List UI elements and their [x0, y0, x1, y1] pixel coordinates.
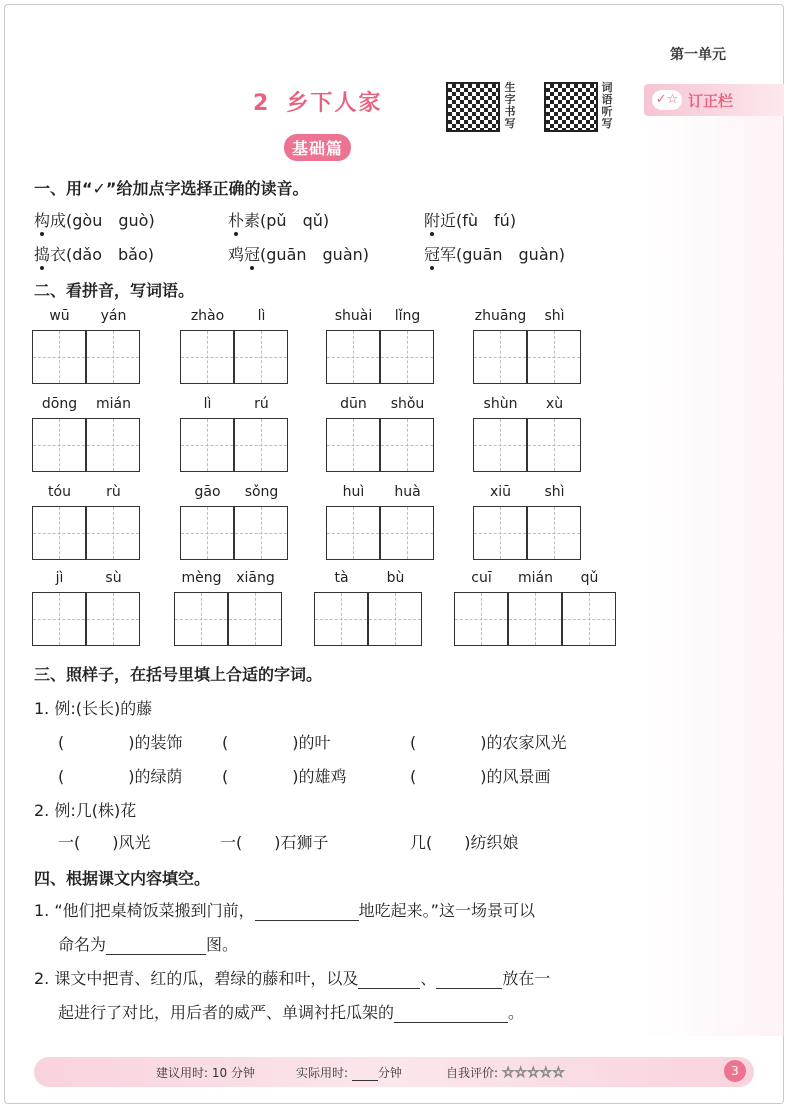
s4-q1-text-d: 图。: [206, 935, 239, 954]
s4-q2-blank-2[interactable]: [436, 972, 502, 989]
s4-q2-text-a: 2. 课文中把青、红的瓜，碧绿的藤和叶，以及: [34, 969, 359, 988]
pinyin-label: cuī: [471, 570, 492, 586]
pinyin-label: sù: [105, 570, 122, 586]
pinyin-label: zhào: [190, 308, 225, 324]
section-2-title: 二、看拼音，写词语。: [34, 281, 195, 300]
s3-fill-1-3[interactable]: ( )的农家风光: [410, 733, 567, 752]
writing-cell[interactable]: [527, 330, 581, 384]
pinyin-label: shì: [544, 308, 565, 324]
reading-item[interactable]: [34, 208, 155, 231]
pinyin-label: huà: [394, 484, 421, 500]
pinyin-label: qǔ: [580, 570, 599, 586]
pinyin-label: wū: [49, 308, 70, 324]
writing-cell[interactable]: [180, 506, 234, 560]
lesson-title: [253, 86, 382, 117]
s3-measure-2[interactable]: 一( )石狮子: [220, 833, 329, 852]
section-3-example-2: 2. 例:几(株)花: [34, 801, 137, 820]
reading-item[interactable]: [228, 208, 329, 231]
s4-q2-blank-1[interactable]: [358, 972, 420, 989]
footer-bar: [34, 1057, 754, 1087]
suggested-time-label: 建议用时:: [156, 1066, 209, 1080]
pinyin-label: jì: [55, 570, 64, 586]
writing-cell[interactable]: [380, 330, 434, 384]
writing-cell[interactable]: [562, 592, 616, 646]
page-number: 3: [724, 1060, 746, 1082]
reading-item[interactable]: [424, 242, 565, 265]
actual-time-label: 实际用时:: [296, 1066, 349, 1080]
s4-q2-text-b: 、: [420, 969, 437, 988]
s4-q1-blank-1[interactable]: [255, 904, 359, 921]
writing-cell[interactable]: [234, 418, 288, 472]
writing-cell[interactable]: [473, 418, 527, 472]
word-char: 素: [244, 211, 261, 230]
pinyin-label: huì: [342, 484, 365, 500]
writing-cell[interactable]: [326, 418, 380, 472]
writing-cell[interactable]: [86, 418, 140, 472]
writing-cell[interactable]: [508, 592, 562, 646]
pinyin-label: mián: [518, 570, 553, 586]
pinyin-label: lì: [257, 308, 266, 324]
s4-q1-blank-2[interactable]: [106, 938, 206, 955]
actual-time: [296, 1064, 402, 1081]
pinyin-label: shùn: [483, 396, 518, 412]
suggested-time-value: 10 分钟: [211, 1066, 255, 1080]
pinyin-label: gāo: [194, 484, 221, 500]
s4-q2-blank-3[interactable]: [394, 1006, 508, 1023]
correction-column: [644, 116, 784, 1036]
writing-cell[interactable]: [473, 506, 527, 560]
writing-cell[interactable]: [527, 418, 581, 472]
section-4-title: 四、根据课文内容填空。: [34, 869, 211, 888]
s4-question-1-line-2: [58, 932, 238, 955]
writing-cell[interactable]: [380, 418, 434, 472]
writing-cell[interactable]: [180, 418, 234, 472]
writing-cell[interactable]: [86, 330, 140, 384]
section-3-example-1: 1. 例:(长长)的藤: [34, 699, 153, 718]
pinyin-label: tà: [334, 570, 349, 586]
section-1-title: 一、用“✓”给加点字选择正确的读音。: [34, 179, 309, 198]
check-star-icon: ✓☆: [652, 90, 682, 110]
reading-item[interactable]: [424, 208, 516, 231]
s3-fill-2-1[interactable]: ( )的绿荫: [58, 767, 183, 786]
qr-code-dictation-icon[interactable]: [544, 82, 598, 132]
pinyin-label: rú: [254, 396, 269, 412]
s4-q2-text-e: 。: [508, 1003, 525, 1022]
correction-header: [644, 84, 784, 116]
s3-fill-2-3[interactable]: ( )的风景画: [410, 767, 551, 786]
writing-cell[interactable]: [380, 506, 434, 560]
self-eval-label: 自我评价:: [446, 1066, 499, 1080]
pinyin-label: yán: [100, 308, 127, 324]
writing-cell[interactable]: [32, 418, 86, 472]
pinyin-label: shuài: [334, 308, 373, 324]
actual-time-unit: 分钟: [377, 1066, 402, 1080]
s4-question-1-line-1: [34, 898, 535, 921]
suggested-time: [156, 1064, 255, 1081]
reading-options[interactable]: (fù fú): [456, 211, 517, 230]
word-char: 冠: [424, 245, 441, 264]
pinyin-label: mèng: [181, 570, 222, 586]
s3-measure-1[interactable]: 一( )风光: [58, 833, 151, 852]
pinyin-label: mián: [96, 396, 131, 412]
s4-q2-text-c: 放在一: [502, 969, 551, 988]
unit-label: 第一单元: [670, 47, 726, 63]
word-char: 朴: [228, 211, 245, 230]
writing-cell[interactable]: [368, 592, 422, 646]
qr-code-writing-icon[interactable]: [446, 82, 500, 132]
word-char: 成: [50, 211, 67, 230]
reading-options[interactable]: (guān guàn): [260, 245, 370, 264]
pinyin-label: shǒu: [390, 396, 425, 412]
word-char: 构: [34, 211, 51, 230]
pinyin-label: tóu: [48, 484, 71, 500]
s3-fill-1-1[interactable]: ( )的装饰: [58, 733, 183, 752]
pinyin-label: shì: [544, 484, 565, 500]
pinyin-label: xù: [545, 396, 564, 412]
writing-cell[interactable]: [86, 506, 140, 560]
s3-fill-2-2[interactable]: ( )的雄鸡: [222, 767, 347, 786]
word-char: 附: [424, 211, 441, 230]
pinyin-label: zhuāng: [474, 308, 527, 324]
correction-label: 订正栏: [688, 92, 734, 110]
pinyin-label: xiū: [489, 484, 512, 500]
rating-stars-icon[interactable]: ☆☆☆☆☆: [501, 1065, 565, 1081]
qr-dictation-label: 词语听写: [601, 81, 613, 130]
reading-options[interactable]: (guān guàn): [456, 245, 566, 264]
word-char: 军: [440, 245, 457, 264]
reading-options[interactable]: (dǎo bǎo): [66, 245, 155, 264]
word-char: 捣: [34, 245, 51, 264]
actual-time-blank[interactable]: [352, 1068, 378, 1081]
pinyin-label: lì: [203, 396, 212, 412]
self-evaluation: [446, 1064, 565, 1081]
pinyin-label: dūn: [340, 396, 367, 412]
writing-cell[interactable]: [527, 506, 581, 560]
writing-cell[interactable]: [314, 592, 368, 646]
writing-cell[interactable]: [454, 592, 508, 646]
writing-cell[interactable]: [326, 506, 380, 560]
pinyin-label: lǐng: [394, 308, 421, 324]
section-3-title: 三、照样子，在括号里填上合适的字词。: [34, 665, 323, 684]
pinyin-label: sǒng: [244, 484, 279, 500]
writing-cell[interactable]: [32, 330, 86, 384]
s4-q1-text-b: 地吃起来。”这一场景可以: [358, 901, 535, 920]
reading-options[interactable]: (gòu guò): [66, 211, 155, 230]
reading-item[interactable]: [228, 242, 369, 265]
reading-item[interactable]: [34, 242, 154, 265]
writing-cell[interactable]: [174, 592, 228, 646]
writing-cell[interactable]: [234, 330, 288, 384]
lesson-number: 2: [253, 91, 271, 116]
pinyin-label: xiāng: [236, 570, 275, 586]
writing-cell[interactable]: [180, 330, 234, 384]
s4-q1-text-c: 命名为: [58, 935, 107, 954]
lesson-name: 乡下人家: [286, 91, 383, 116]
word-char: 近: [440, 211, 457, 230]
pinyin-label: bù: [386, 570, 405, 586]
pinyin-label: rù: [106, 484, 121, 500]
s4-q1-text-a: 1. “他们把桌椅饭菜搬到门前，: [34, 901, 255, 920]
s3-fill-1-2[interactable]: ( )的叶: [222, 733, 331, 752]
s4-question-2-line-2: [58, 1000, 524, 1023]
basic-section-badge: 基础篇: [284, 134, 351, 161]
writing-cell[interactable]: [32, 506, 86, 560]
word-char: 鸡: [228, 245, 245, 264]
word-char: 冠: [244, 245, 261, 264]
reading-options[interactable]: (pǔ qǔ): [260, 211, 330, 230]
writing-cell[interactable]: [473, 330, 527, 384]
writing-cell[interactable]: [228, 592, 282, 646]
pinyin-label: dōng: [41, 396, 78, 412]
writing-cell[interactable]: [326, 330, 380, 384]
word-char: 衣: [50, 245, 67, 264]
s3-measure-3[interactable]: 几( )纺织娘: [410, 833, 519, 852]
s4-question-2-line-1: [34, 966, 550, 989]
writing-cell[interactable]: [234, 506, 288, 560]
writing-cell[interactable]: [32, 592, 86, 646]
writing-cell[interactable]: [86, 592, 140, 646]
s4-q2-text-d: 起进行了对比，用后者的威严、单调衬托瓜架的: [58, 1003, 395, 1022]
qr-writing-label: 生字书写: [504, 81, 516, 130]
